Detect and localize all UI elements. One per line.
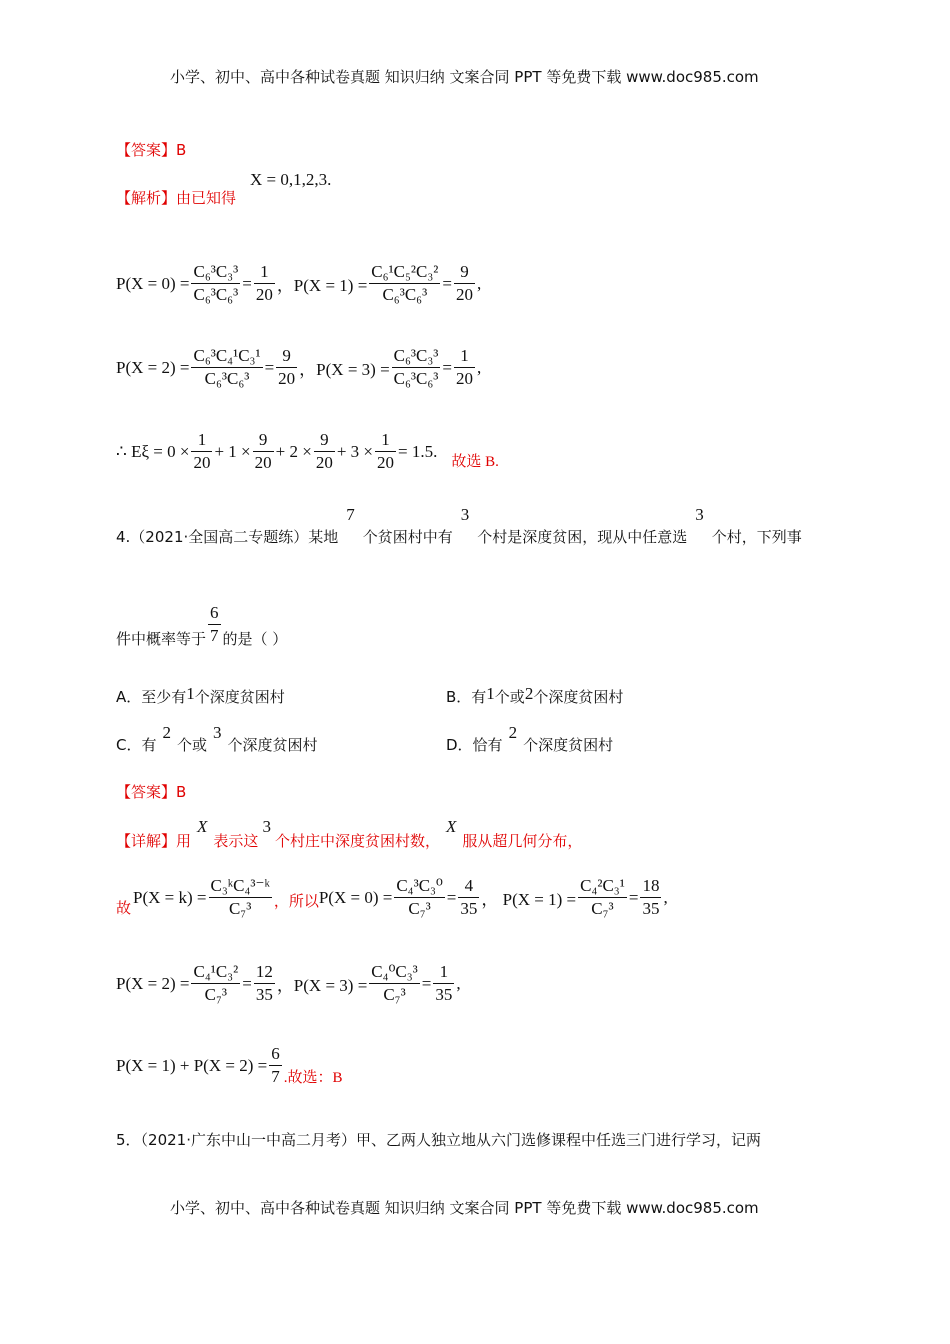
q4-p3-fraction: $\frac{\text{C₄⁰C₃³}}{\text{C₇³}}$ xyxy=(371,962,418,1004)
q3-conclusion: 故选 B. xyxy=(451,454,499,470)
answer-value: B xyxy=(176,141,187,159)
q4-prob-line-2: P(X = 2) = $\frac{\text{C₄¹C₃²}}{\text{C₇³}}$ = $\frac{12}{35}$ ，P(X = 3) = $\frac{\text{C₄⁰C₃³}}{\text{C₇³}}$ = $\frac{1}{35}$ , xyxy=(116,962,461,1004)
q4-stem-line-1: 4.（2021·全国高二专题练）某地7个贫困村中有3个村是深度贫困，现从中任意选3个村，下列事 xyxy=(116,505,802,546)
six-sevenths: $\frac{6}{7}$ xyxy=(210,603,219,645)
p1-fraction: $\frac{\text{C₆¹C₅²C₃²}}{\text{C₆³C₆³}}$ xyxy=(371,262,439,304)
p2-lhs: P(X = 2) = xyxy=(116,357,190,377)
x-values: X = 0,1,2,3. xyxy=(250,170,332,189)
q3-prob-line-2: P(X = 2) = $\frac{\text{C₆³C₄¹C₃¹}}{\text{C₆³C₆³}}$ = $\frac{9}{20}$ ，P(X = 3) = $\frac{\text{C₆³C₃³}}{\text{C₆³C₆³}}$ = $\frac{1}{20}$ , xyxy=(116,346,482,388)
expect-prefix: ∴ Eξ = 0 × xyxy=(116,441,190,461)
q4-sum-line: P(X = 1) + P(X = 2) = $\frac{6}{7}$ .故选：B xyxy=(116,1044,343,1086)
answer-label: 【答案】 xyxy=(116,141,177,159)
p3-result: $\frac{1}{20}$ xyxy=(455,346,473,388)
analysis-text: 由已知得 xyxy=(176,189,237,207)
q3-expectation xyxy=(116,430,499,473)
option-a[interactable]: A．至少有1个深度贫困村 xyxy=(116,684,285,706)
q4-sum-result: $\frac{6}{7}$ xyxy=(271,1044,280,1086)
expect-result: = 1.5. xyxy=(398,441,438,461)
q4-p3-result: $\frac{1}{35}$ xyxy=(435,962,453,1004)
p3-fraction: $\frac{\text{C₆³C₃³}}{\text{C₆³C₆³}}$ xyxy=(393,346,439,388)
q4-p1-result: $\frac{18}{35}$ xyxy=(642,876,660,918)
q4-stem-line-2: 件中概率等于 $\frac{6}{7}$ 的是（ ） xyxy=(116,603,288,648)
p1-lhs: ，P(X = 1) = xyxy=(276,276,368,295)
q4-pmf-line: 故 P(X = k) = $\frac{\text{C₃ᵏC₄³⁻ᵏ}}{\text{C₇³}}$ ，所以 P(X = 0) = $\frac{\text{C₄³C₃⁰}}{\text{C₇³}}$ = $\frac{4}{35}$ ， P(X = 1) = $\frac{\text{C₄²C₃¹}}{\text{C₇³}}$ = $\frac{18}{35}$ , xyxy=(116,876,668,918)
expect-plus-3: + 3 × xyxy=(336,441,374,461)
p3-lhs: ，P(X = 3) = xyxy=(299,360,390,379)
p0-fraction: $\frac{\text{C₆³C₃³}}{\text{C₆³C₆³}}$ xyxy=(193,262,239,304)
q4-p2-result: $\frac{12}{35}$ xyxy=(255,962,273,1004)
q4-p1-fraction: $\frac{\text{C₄²C₃¹}}{\text{C₇³}}$ xyxy=(580,876,625,918)
option-c[interactable]: C．有2个或3个深度贫困村 xyxy=(116,723,318,754)
p2-result: $\frac{9}{20}$ xyxy=(278,346,296,388)
expect-term-1: $\frac{1}{20}$ xyxy=(193,430,211,472)
page-header: 小学、初中、高中各种试卷真题 知识归纳 文案合同 PPT 等免费下载 www.doc985.com xyxy=(170,68,759,86)
expect-term-2: $\frac{9}{20}$ xyxy=(254,430,272,472)
p2-fraction: $\frac{\text{C₆³C₄¹C₃¹}}{\text{C₆³C₆³}}$ xyxy=(193,346,261,388)
p0-result: $\frac{1}{20}$ xyxy=(255,262,273,304)
expect-plus-2: + 2 × xyxy=(275,441,312,461)
p1-result: $\frac{9}{20}$ xyxy=(455,262,473,304)
q4-conclusion: .故选：B xyxy=(283,1070,343,1086)
page-footer: 小学、初中、高中各种试卷真题 知识归纳 文案合同 PPT 等免费下载 www.doc985.com xyxy=(170,1199,759,1217)
q4-p0-fraction: $\frac{\text{C₄³C₃⁰}}{\text{C₇³}}$ xyxy=(396,876,443,918)
q3-answer xyxy=(116,139,186,160)
q4-answer: 【答案】B xyxy=(116,783,187,801)
q5-stem: 5．（2021·广东中山一中高二月考）甲、乙两人独立地从六门选修课程中任选三门进行学习，记两 xyxy=(116,1131,761,1149)
q4-p2-fraction: $\frac{\text{C₄¹C₃²}}{\text{C₇³}}$ xyxy=(193,962,239,1004)
q4-detail: 【详解】用X表示这3个村庄中深度贫困村数，X服从超几何分布， xyxy=(116,817,583,850)
option-d[interactable]: D．恰有2个深度贫困村 xyxy=(446,723,614,754)
analysis-label: 【解析】 xyxy=(116,189,177,207)
q3-analysis xyxy=(116,187,236,208)
expect-plus-1: + 1 × xyxy=(214,441,251,461)
expect-term-4: $\frac{1}{20}$ xyxy=(377,430,395,472)
q3-prob-line-1: P(X = 0) = $\frac{\text{C₆³C₃³}}{\text{C₆³C₆³}}$ = $\frac{1}{20}$ ，P(X = 1) = $\frac{\text{C₆¹C₅²C₃²}}{\text{C₆³C₆³}}$ = $\frac{9}{20}$ , xyxy=(116,262,482,304)
p0-lhs: P(X = 0) = xyxy=(116,273,190,293)
option-b[interactable]: B．有1个或2个深度贫困村 xyxy=(446,684,624,706)
expect-term-3: $\frac{9}{20}$ xyxy=(315,430,333,472)
q4-p0-result: $\frac{4}{35}$ xyxy=(460,876,478,918)
pk-fraction: $\frac{\text{C₃ᵏC₄³⁻ᵏ}}{\text{C₇³}}$ xyxy=(210,876,270,918)
